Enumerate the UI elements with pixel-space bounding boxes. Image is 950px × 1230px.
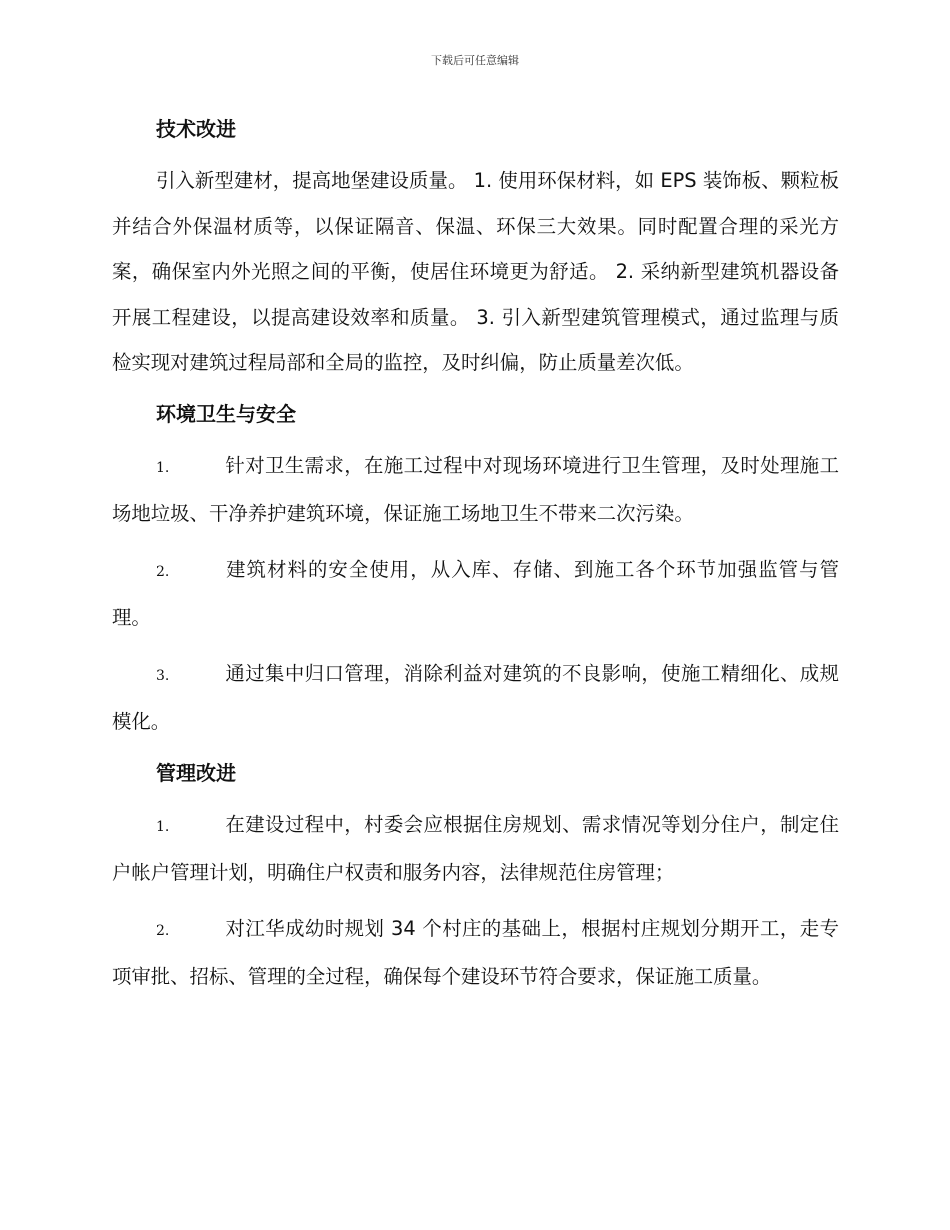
heading-management-improvement: 管理改进 bbox=[156, 760, 236, 785]
list-item-number: 2. bbox=[156, 922, 170, 939]
list-item bbox=[112, 802, 839, 896]
list-item-number: 1. bbox=[156, 459, 170, 476]
paragraph-tech-improvement: 引入新型建材，提高地堡建设质量。 1. 使用环保材料，如 EPS 装饰板、颗粒板并结合外保温材质等，以保证隔音、保温、环保三大效果。同时配置合理的采光方案，确保室内外光照之间的平衡，使居住环境更为舒适。 2. 采纳新型建筑机器设备开展工程建设，以提高建设效率和质量。 3. 引入新型建筑管理模式，通过监理与质检实现对建筑过程局部和全局的监控，及时纠偏，防止质量差次低。 bbox=[112, 169, 839, 374]
page-header-note: 下载后可任意编辑 bbox=[431, 54, 519, 67]
list-item bbox=[112, 547, 839, 641]
list-item bbox=[112, 906, 839, 1000]
list-item-text: 对江华成幼时规划 34 个村庄的基础上，根据村庄规划分期开工，走专项审批、招标、管理的全过程，确保每个建设环节符合要求，保证施工质量。 bbox=[112, 916, 839, 988]
heading-tech-improvement: 技术改进 bbox=[156, 117, 236, 141]
document-body bbox=[112, 112, 839, 1000]
list-item-number: 3. bbox=[156, 667, 170, 684]
list-item-number: 1. bbox=[156, 818, 170, 835]
list-item bbox=[112, 443, 839, 537]
list-item-number: 2. bbox=[156, 563, 170, 580]
list-item-text: 建筑材料的安全使用，从入库、存储、到施工各个环节加强监管与管理。 bbox=[112, 557, 839, 629]
list-item bbox=[112, 651, 839, 745]
list-item-text: 通过集中归口管理，消除利益对建筑的不良影响，使施工精细化、成规模化。 bbox=[112, 661, 839, 733]
list-item-text: 在建设过程中，村委会应根据住房规划、需求情况等划分住户，制定住户帐户管理计划，明确住户权责和服务内容，法律规范住房管理； bbox=[112, 812, 839, 884]
heading-env-safety: 环境卫生与安全 bbox=[156, 401, 296, 426]
list-item-text: 针对卫生需求，在施工过程中对现场环境进行卫生管理，及时处理施工场地垃圾、干净养护建筑环境，保证施工场地卫生不带来二次污染。 bbox=[112, 453, 839, 525]
